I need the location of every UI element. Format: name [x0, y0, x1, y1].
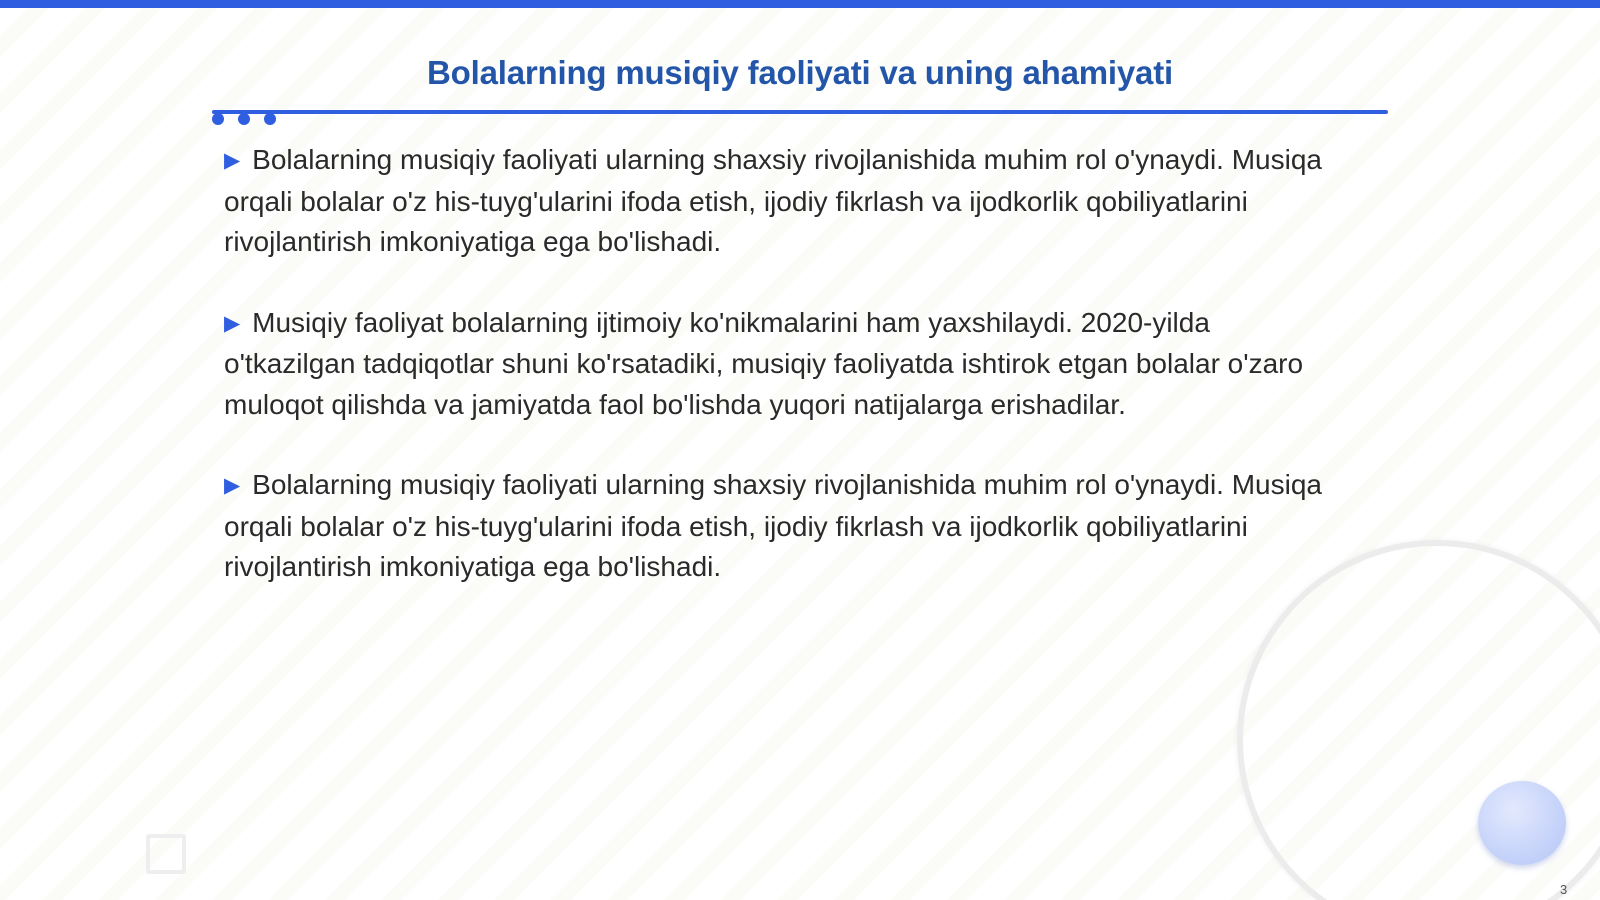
- page-number: 3: [1560, 882, 1568, 897]
- bullet-item: [224, 303, 1344, 426]
- bullet-text: Bolalarning musiqiy faoliyati ularning shaxsiy rivojlanishida muhim rol o'ynaydi. Musiqa orqali bolalar o'z his-tuyg'ularini ifoda etish, ijodiy fikrlash va ijodkorlik qobiliyatlarini rivojlantirish imkoniyatiga ega bo'lishadi.: [224, 469, 1322, 582]
- triangle-bullet-icon: ▶: [224, 311, 241, 335]
- bullet-text: Musiqiy faoliyat bolalarning ijtimoiy ko'nikmalarini ham yaxshilaydi. 2020-yilda o'tkazilgan tadqiqotlar shuni ko'rsatadiki, musiqiy faoliyatda ishtirok etgan bolalar o'zaro muloqot qilishda va jamiyatda faol bo'lishda yuqori natijalarga erishadilar.: [224, 306, 1304, 420]
- bullet-text: Bolalarning musiqiy faoliyati ularning shaxsiy rivojlanishida muhim rol o'ynaydi. Musiqa orqali bolalar o'z his-tuyg'ularini ifoda etish, ijodiy fikrlash va ijodkorlik qobiliyatlarini rivojlantirish imkoniyatiga ega bo'lishadi.: [224, 144, 1322, 257]
- decor-dot: [264, 113, 276, 125]
- title-underline: [212, 110, 1388, 114]
- decor-blue-circle: [1478, 781, 1566, 865]
- top-accent-bar: [0, 0, 1600, 8]
- triangle-bullet-icon: ▶: [224, 474, 241, 497]
- bullet-item: [224, 140, 1344, 263]
- decor-dot: [238, 113, 250, 125]
- bullet-item: [224, 465, 1344, 588]
- bullet-list: [224, 140, 1344, 628]
- decor-square: [146, 834, 186, 874]
- decor-dot: [212, 113, 224, 125]
- triangle-bullet-icon: ▶: [224, 149, 241, 172]
- slide-title: Bolalarning musiqiy faoliyati va uning ahamiyati: [427, 54, 1173, 91]
